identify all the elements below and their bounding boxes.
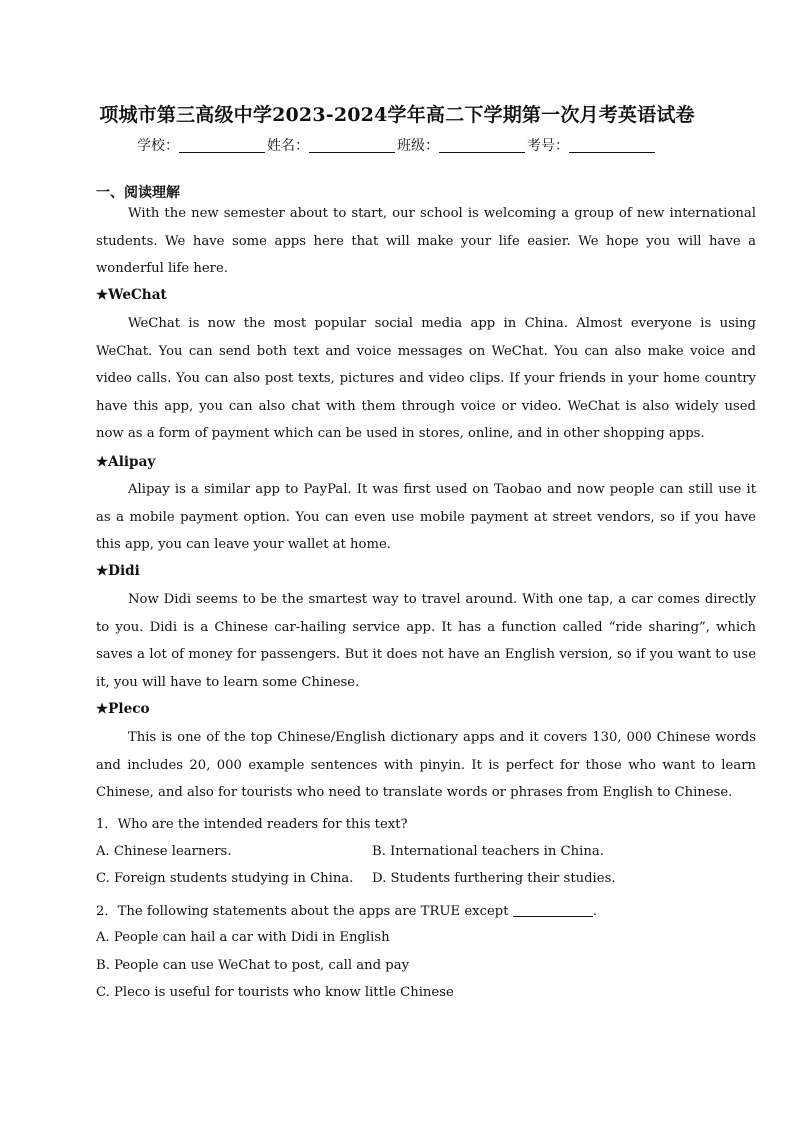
- question-1-option-a: A. Chinese learners.: [96, 844, 232, 859]
- question-1-option-c: C. Foreign students studying in China.: [96, 871, 354, 886]
- school-label: 学校：: [137, 138, 179, 154]
- app-heading-alipay: ★Alipay: [96, 454, 156, 470]
- school-field: [137, 135, 267, 155]
- question-2-stem: [96, 900, 756, 919]
- student-info-line: [0, 135, 794, 155]
- app-text-pleco: This is one of the top Chinese/English dictionary apps and it covers 130, 000 Chinese words and includes 20, 000 example sentences with pinyin. It is perfect for those who want to learn Chinese, and also for tourists who need to translate words or phrases from English to Chinese.: [96, 730, 756, 801]
- answer-blank: [513, 904, 593, 917]
- question-1-option-b: B. International teachers in China.: [372, 844, 604, 859]
- class-blank: [439, 138, 525, 153]
- exam-number-label: 考号：: [527, 138, 569, 154]
- exam-title: 项城市第三高级中学2023-2024学年高二下学期第一次月考英语试卷: [99, 104, 695, 126]
- section-heading: 一、阅读理解: [96, 185, 180, 201]
- question-1-stem: 1．Who are the intended readers for this text?: [96, 817, 408, 832]
- question-1-option-d: D. Students furthering their studies.: [372, 871, 616, 886]
- question-2-option-b: B. People can use WeChat to post, call and pay: [96, 958, 410, 973]
- app-text-wechat: WeChat is now the most popular social media app in China. Almost everyone is using WeChat. You can send both text and voice messages on WeChat. You can also make voice and video calls. You can also post texts, pictures and video clips. If your friends in your home country have this app, you can also chat with them through voice or video. WeChat is also widely used now as a form of payment which can be used in stores, online, and in other shopping apps.: [96, 316, 756, 442]
- app-heading-didi: ★Didi: [96, 563, 140, 579]
- school-blank: [179, 138, 265, 153]
- class-label: 班级：: [397, 138, 439, 154]
- name-field: [267, 135, 397, 155]
- exam-number-blank: [569, 138, 655, 153]
- question-2-stem-end: .: [592, 904, 597, 919]
- app-text-alipay: Alipay is a similar app to PayPal. It was first used on Taobao and now people can still use it as a mobile payment option. You can even use mobile payment at street vendors, so if you have this app, you can leave your wallet at home.: [96, 482, 756, 553]
- passage-intro: With the new semester about to start, our school is welcoming a group of new international students. We have some apps here that will make your life easier. We hope you will have a wonderful life here.: [96, 206, 756, 277]
- name-label: 姓名：: [267, 138, 309, 154]
- class-field: [397, 135, 527, 155]
- question-2-stem-text: 2．The following statements about the apps are TRUE except: [96, 904, 509, 919]
- question-2-option-a: A. People can hail a car with Didi in English: [96, 930, 390, 945]
- name-blank: [309, 138, 395, 153]
- app-heading-wechat: ★WeChat: [96, 287, 167, 303]
- question-2-option-c: C. Pleco is useful for tourists who know little Chinese: [96, 985, 454, 1000]
- exam-number-field: [527, 135, 657, 155]
- app-text-didi: Now Didi seems to be the smartest way to travel around. With one tap, a car comes directly to you. Didi is a Chinese car-hailing service app. It has a function called “ride sharing”, which saves a lot of money for passengers. But it does not have an English version, so if you want to use it, you will have to learn some Chinese.: [96, 592, 756, 690]
- app-heading-pleco: ★Pleco: [96, 701, 150, 717]
